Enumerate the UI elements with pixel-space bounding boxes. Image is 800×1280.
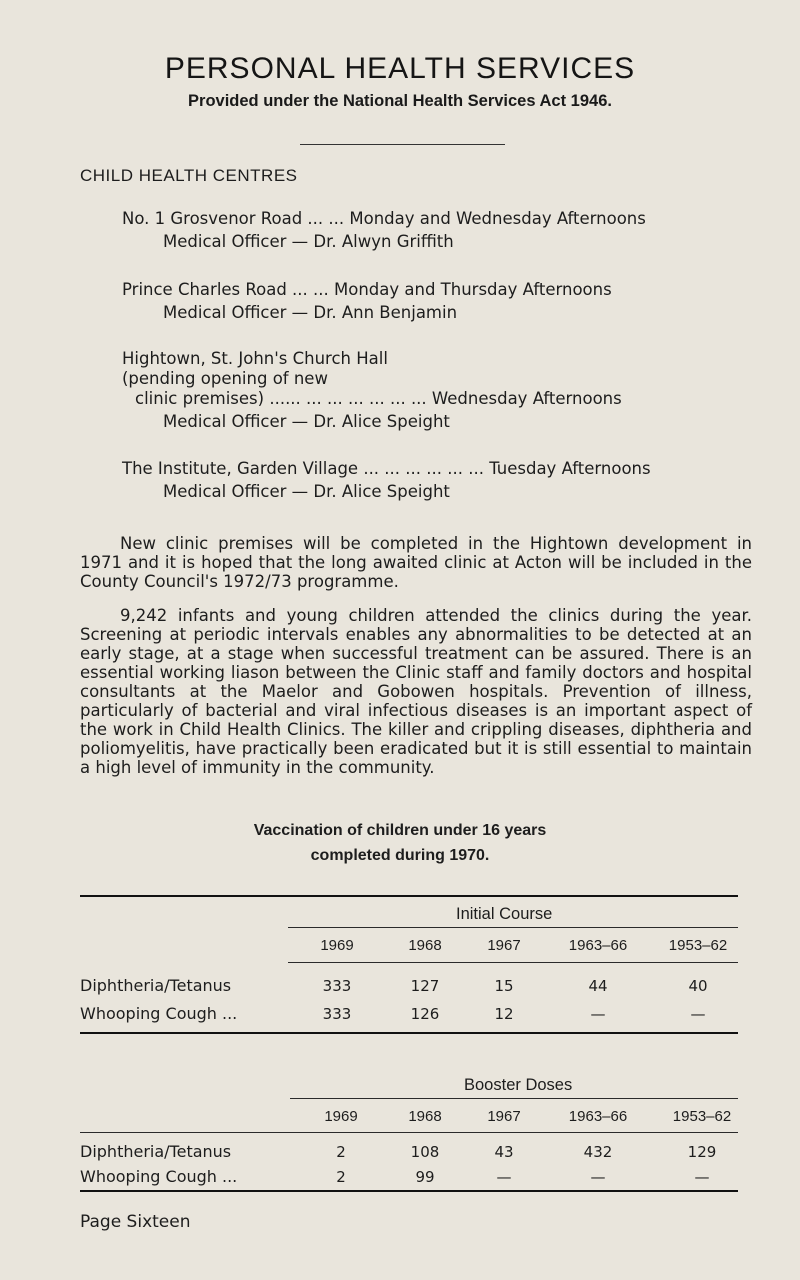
table-booster-cell: 99 <box>415 1168 435 1186</box>
table-booster-cell: 2 <box>336 1168 346 1186</box>
table-booster-bottom-rule <box>80 1190 738 1192</box>
section-heading: CHILD HEALTH CENTRES <box>80 166 298 185</box>
table-booster-heading: Booster Doses <box>464 1076 573 1094</box>
table-initial-header-rule <box>288 962 738 963</box>
table-booster-cell: 129 <box>687 1143 717 1161</box>
table-initial-cell: 40 <box>688 977 708 995</box>
table-initial-cell: 126 <box>410 1005 440 1023</box>
clinic-4-schedule: The Institute, Garden Village ... ... ... ... ... ... Tuesday Afternoons <box>122 459 651 478</box>
table-initial-cell: 12 <box>494 1005 514 1023</box>
table-initial-cell: — <box>590 1005 606 1023</box>
table-booster-heading-rule <box>290 1098 738 1099</box>
clinic-2-schedule: Prince Charles Road ... ... Monday and Thursday Afternoons <box>122 280 612 299</box>
table-initial-top-rule <box>80 895 738 897</box>
table-initial-bottom-rule <box>80 1032 738 1034</box>
table-booster-row-label: Whooping Cough ... <box>80 1167 238 1186</box>
table-initial-heading: Initial Course <box>456 905 553 923</box>
table-initial-col-header: 1967 <box>487 937 521 954</box>
clinic-1-schedule: No. 1 Grosvenor Road ... ... Monday and Wednesday Afternoons <box>122 209 646 228</box>
table-booster-col-header: 1963–66 <box>568 1108 628 1125</box>
table-booster-col-header: 1967 <box>487 1108 521 1125</box>
table-initial-cell: 333 <box>322 1005 352 1023</box>
table-booster-cell: 2 <box>336 1143 346 1161</box>
table-booster-col-header: 1968 <box>408 1108 442 1125</box>
table-booster-cell: — <box>496 1168 512 1186</box>
page-title: PERSONAL HEALTH SERVICES <box>164 52 636 85</box>
table-initial-col-header: 1968 <box>408 937 442 954</box>
paragraph-attendance: 9,242 infants and young children attended the clinics during the year. Screening at periodic intervals enables any abnormalities to be detected at an early stage, at a stage when successful treatment can be assured. There is an essential working liason between the Clinic staff and family doctors and hospital consultants at the Maelor and Gobowen hospitals. Prevention of illness, particularly of bacterial and viral infectious diseases is an important aspect of the work in Child Health Clinics. The killer and crippling diseases, diphtheria and poliomyelitis, have practically been eradicated but it is still essential to maintain a high level of immunity in the community. <box>80 606 752 777</box>
table-initial-cell: 15 <box>494 977 514 995</box>
table-booster-cell: 432 <box>583 1143 613 1161</box>
table-initial-col-header: 1953–62 <box>668 937 728 954</box>
table-booster-cell: — <box>590 1168 606 1186</box>
table-initial-cell: — <box>690 1005 706 1023</box>
clinic-3-note: (pending opening of new <box>122 369 328 388</box>
table-initial-cell: 127 <box>410 977 440 995</box>
table-booster-col-header: 1969 <box>324 1108 358 1125</box>
table-initial-row-label: Diphtheria/Tetanus <box>80 976 232 995</box>
table-booster-cell: 108 <box>410 1143 440 1161</box>
table-initial-cell: 333 <box>322 977 352 995</box>
paragraph-new-premises: New clinic premises will be completed in the Hightown development in 1971 and it is hoped that the long awaited clinic at Acton will be included in the County Council's 1972/73 programme. <box>80 534 752 591</box>
title-divider <box>300 144 505 145</box>
table-booster-row-label: Diphtheria/Tetanus <box>80 1142 232 1161</box>
page-number: Page Sixteen <box>80 1212 191 1232</box>
vaccination-title: Vaccination of children under 16 years <box>253 822 547 839</box>
table-initial-cell: 44 <box>588 977 608 995</box>
clinic-2-officer: Medical Officer — Dr. Ann Benjamin <box>163 303 458 322</box>
clinic-4-officer: Medical Officer — Dr. Alice Speight <box>163 482 450 501</box>
table-booster-cell: 43 <box>494 1143 514 1161</box>
table-booster-header-rule <box>80 1132 738 1133</box>
page-subtitle: Provided under the National Health Services Act 1946. <box>188 92 612 110</box>
clinic-3-schedule: clinic premises) ...... ... ... ... ... ... ... Wednesday Afternoons <box>135 389 622 408</box>
clinic-3-officer: Medical Officer — Dr. Alice Speight <box>163 412 450 431</box>
table-booster-col-header: 1953–62 <box>672 1108 732 1125</box>
clinic-3-location: Hightown, St. John's Church Hall <box>122 349 388 368</box>
table-initial-heading-rule <box>288 927 738 928</box>
table-initial-col-header: 1969 <box>320 937 354 954</box>
clinic-1-officer: Medical Officer — Dr. Alwyn Griffith <box>163 232 454 251</box>
table-initial-row-label: Whooping Cough ... <box>80 1004 238 1023</box>
table-booster-cell: — <box>694 1168 710 1186</box>
table-initial-col-header: 1963–66 <box>568 937 628 954</box>
vaccination-subtitle: completed during 1970. <box>310 847 490 864</box>
